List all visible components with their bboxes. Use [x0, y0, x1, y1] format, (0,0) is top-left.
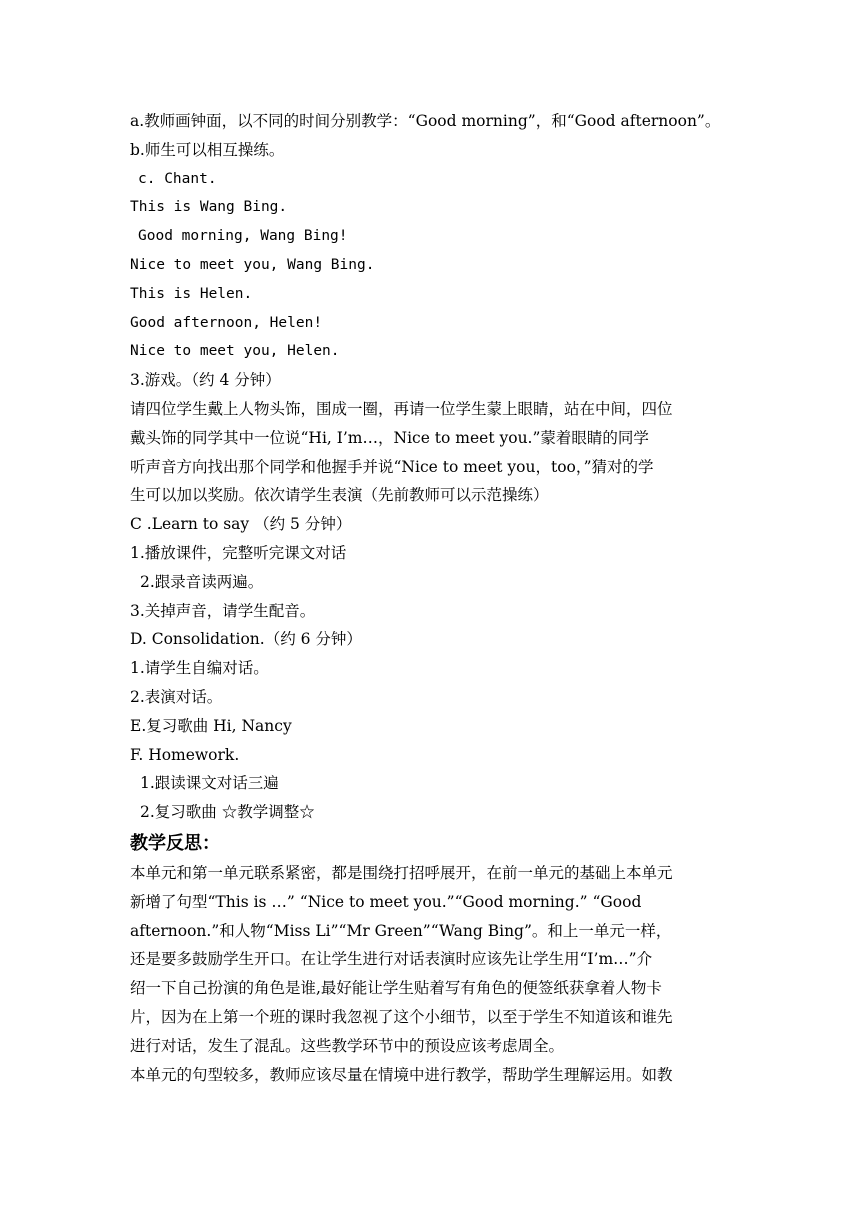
reflection-paragraph-2	[130, 1061, 740, 1090]
text-line: 1.播放课件，完整听完课文对话	[130, 543, 347, 562]
text-line: 还是要多鼓励学生开口。在让学生进行对话表演时应该先让学生用“I’m…”介	[130, 950, 653, 969]
text-line: Nice to meet you, Helen.	[130, 343, 340, 360]
text-line: 3.关掉声音，请学生配音。	[130, 601, 316, 620]
text-line: 进行对话，发生了混乱。这些教学环节中的预设应该考虑周全。	[130, 1036, 565, 1055]
text-line: 绍一下自己扮演的角色是谁,最好能让学生贴着写有角色的便签纸获拿着人物卡	[130, 979, 662, 998]
section-heading-d: D. Consolidation.（约 6 分钟）	[130, 630, 362, 649]
text-line: This is Wang Bing.	[130, 199, 288, 216]
text-line: 本单元的句型较多，教师应该尽量在情境中进行教学，帮助学生理解运用。如教	[130, 1065, 673, 1084]
text-line: 新增了句型“This is …” “Nice to meet you.”“Good morning.” “Good	[130, 892, 642, 911]
text-line: 1.请学生自编对话。	[130, 659, 269, 678]
reflection-paragraph-1	[130, 859, 740, 1061]
text-line: 2.表演对话。	[130, 687, 223, 706]
text-line: afternoon.”和人物“Miss Li”“Mr Green”“Wang Bing”。和上一单元一样，	[130, 921, 672, 940]
text-line: 听声音方向找出那个同学和他握手并说“Nice to meet you，too，”猜对的学	[130, 457, 654, 476]
text-line: b.师生可以相互操练。	[130, 140, 285, 159]
document-page	[130, 107, 740, 1089]
text-line: 本单元和第一单元联系紧密，都是围绕打招呼展开，在前一单元的基础上本单元	[130, 863, 673, 882]
reflection-heading: 教学反思：	[130, 832, 220, 854]
text-line: Good morning, Wang Bing!	[138, 228, 348, 245]
section-heading-e: E.复习歌曲 Hi, Nancy	[130, 716, 292, 735]
text-line: This is Helen.	[130, 285, 253, 302]
text-line: Good afternoon, Helen!	[130, 314, 323, 331]
text-line: 2.跟录音读两遍。	[140, 572, 264, 591]
text-line: c. Chant.	[138, 170, 217, 187]
text-line: 请四位学生戴上人物头饰，围成一圈，再请一位学生蒙上眼睛，站在中间，四位	[130, 399, 673, 418]
text-line: Nice to meet you, Wang Bing.	[130, 256, 375, 273]
text-line: a.教师画钟面，以不同的时间分别教学：“Good morning”，和“Good afternoon”。	[130, 112, 721, 130]
section-heading-c: C .Learn to say （约 5 分钟）	[130, 515, 352, 534]
text-line: 2.复习歌曲 ☆教学调整☆	[140, 803, 315, 822]
text-line: 生可以加以奖励。依次请学生表演（先前教师可以示范操练）	[130, 486, 549, 505]
text-line: 1.跟读课文对话三遍	[140, 774, 279, 793]
text-line: 片，因为在上第一个班的课时我忽视了这个小细节，以至于学生不知道该和谁先	[130, 1007, 673, 1026]
text-line: 戴头饰的同学其中一位说“Hi, I’m…，Nice to meet you.”蒙着眼睛的同学	[130, 428, 649, 447]
section-heading-f: F. Homework.	[130, 745, 240, 764]
text-line: 3.游戏。（约 4 分钟）	[130, 371, 281, 390]
